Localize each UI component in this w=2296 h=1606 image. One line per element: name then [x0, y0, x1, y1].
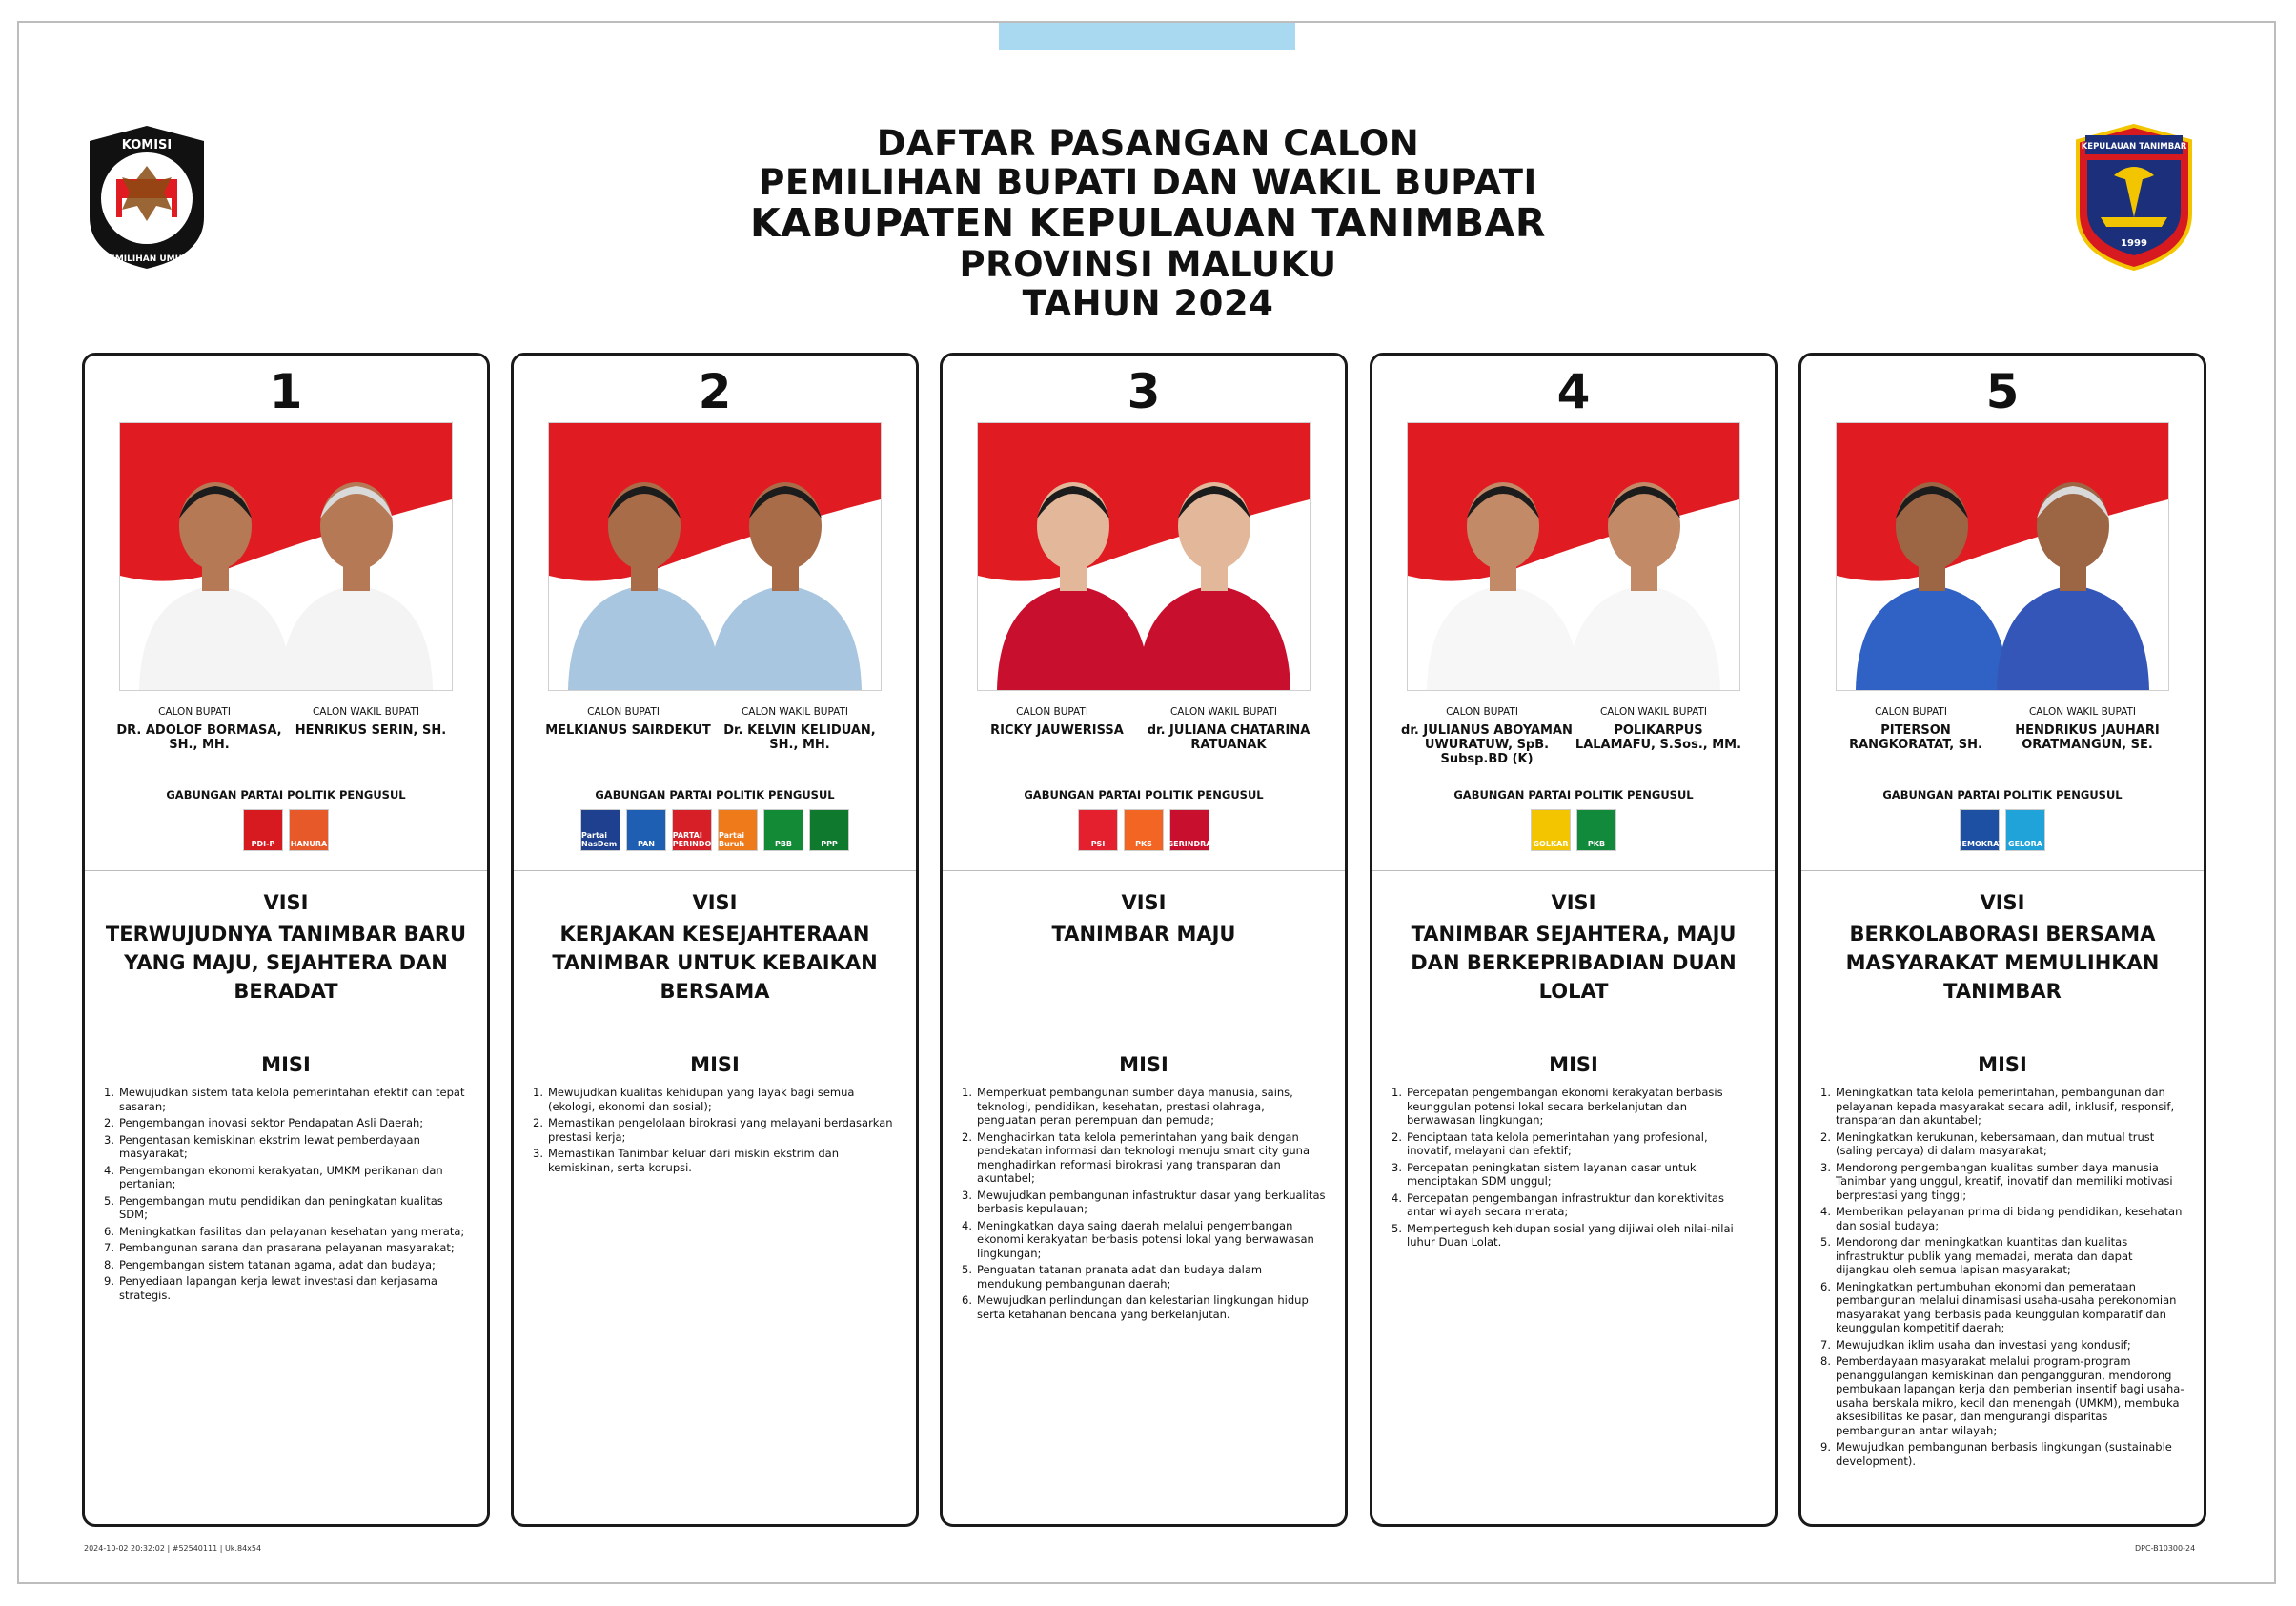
misi-item: [962, 1263, 1326, 1291]
calon-wakil-label: CALON WAKIL BUPATI: [741, 706, 849, 718]
calon-bupati-label: CALON BUPATI: [158, 706, 231, 718]
calon-bupati-label: CALON BUPATI: [1875, 706, 1947, 718]
calon-bupati-label: CALON BUPATI: [1446, 706, 1518, 718]
misi-number: 8.: [104, 1257, 114, 1271]
gabungan-label: GABUNGAN PARTAI POLITIK PENGUSUL: [1882, 788, 2123, 802]
misi-number: 5.: [104, 1193, 114, 1208]
party-logo: PBB: [763, 809, 803, 851]
header-line-2: PEMILIHAN BUPATI DAN WAKIL BUPATI: [759, 162, 1537, 203]
calon-bupati-name: PITERSON RANGKORATAT, SH.: [1849, 723, 1982, 752]
misi-item: [1392, 1191, 1756, 1219]
candidate-number: 4: [1556, 364, 1591, 419]
misi-text: Mewujudkan perlindungan dan kelestarian lingkungan hidup serta ketahanan bencana yang berkelanjutan.: [977, 1293, 1309, 1321]
misi-number: 1.: [1392, 1086, 1402, 1099]
misi-text: Meningkatkan tata kelola pemerintahan, pembangunan dan pelayanan kepada masyarakat secara adil, inklusif, responsif, transparan dan akuntabel;: [1836, 1086, 2175, 1127]
misi-text: Mendorong dan meningkatkan kuantitas dan kualitas infrastruktur publik yang memadai, merata dan dapat dijangkau oleh semua lapisan masyarakat;: [1836, 1235, 2133, 1276]
visi-text: BERKOLABORASI BERSAMA MASYARAKAT MEMULIHKAN TANIMBAR: [1845, 923, 2160, 1003]
misi-number: 8.: [1820, 1354, 1831, 1368]
misi-item: [1392, 1161, 1756, 1189]
visi-text: TANIMBAR SEJAHTERA, MAJU DAN BERKEPRIBADIAN DUAN LOLAT: [1411, 923, 1737, 1003]
header-line-1: DAFTAR PASANGAN CALON: [876, 123, 1420, 164]
misi-number: 6.: [1820, 1279, 1831, 1293]
misi-item: [1820, 1205, 2184, 1232]
misi-item: [1820, 1130, 2184, 1158]
photo-illustration: [120, 423, 452, 690]
misi-text: Meningkatkan daya saing daerah melalui pengembangan ekonomi kerakyatan berbasis potensi lokal yang berwawasan lingkungan;: [977, 1218, 1314, 1260]
candidate-number: 5: [1985, 364, 2020, 419]
misi-text: Penguatan tatanan pranata adat dan budaya dalam mendukung pembangunan daerah;: [977, 1263, 1263, 1291]
card-divider: [1372, 870, 1775, 871]
card-divider: [514, 870, 916, 871]
misi-number: 4.: [962, 1218, 972, 1232]
photo-illustration: [1408, 423, 1739, 690]
misi-number: 7.: [104, 1241, 114, 1254]
calon-wakil-name: HENRIKUS SERIN, SH.: [295, 723, 447, 738]
candidate-photo: [119, 422, 453, 691]
misi-text: Memastikan pengelolaan birokrasi yang melayani berdasarkan prestasi kerja;: [548, 1116, 893, 1144]
calon-wakil-label: CALON WAKIL BUPATI: [2028, 706, 2137, 718]
misi-text: Percepatan pengembangan ekonomi kerakyatan berbasis keunggulan potensi lokal secara berkelanjutan dan berwawasan lingkungan;: [1407, 1086, 1723, 1127]
misi-text: Pemberdayaan masyarakat melalui program-program penanggulangan kemiskinan dan pengangguran, mendorong pembukaan lapangan kerja dan pemberian insentif bagi usaha-usaha berskala mikro, kecil dan menengah (UMKM), membuka aksesibilitas ke pasar, dan mengurangi disparitas pembangunan antar wilayah;: [1836, 1354, 2184, 1437]
card-divider: [85, 870, 487, 871]
candidate-photo: [1836, 422, 2169, 691]
footer-right: DPC-B10300-24: [2135, 1544, 2196, 1553]
party-logos: [1372, 809, 1775, 851]
misi-number: 9.: [1820, 1440, 1831, 1454]
calon-bupati-name: DR. ADOLOF BORMASA, SH., MH.: [116, 723, 282, 752]
misi-number: 3.: [1392, 1160, 1402, 1174]
misi-item: [533, 1086, 897, 1113]
top-color-bar: [999, 23, 1295, 50]
party-logo: HANURA: [289, 809, 329, 851]
visi-heading: VISI: [263, 891, 309, 914]
calon-wakil-label: CALON WAKIL BUPATI: [1169, 706, 1278, 718]
misi-item: [1820, 1440, 2184, 1468]
misi-number: 4.: [1392, 1190, 1402, 1205]
gabungan-label: GABUNGAN PARTAI POLITIK PENGUSUL: [1453, 788, 1694, 802]
party-logos: [1801, 809, 2204, 851]
misi-heading: MISI: [1549, 1053, 1598, 1076]
kpu-logo-text-bottom: PEMILIHAN UMUM: [103, 254, 191, 264]
party-logo: PKB: [1576, 809, 1616, 851]
party-logo: PARTAI PERINDO: [672, 809, 712, 851]
candidate-photo: [1407, 422, 1740, 691]
misi-number: 1.: [533, 1086, 543, 1099]
misi-list: [104, 1086, 468, 1305]
misi-number: 4.: [1820, 1205, 1831, 1218]
misi-list: [1820, 1086, 2184, 1471]
misi-item: [1820, 1235, 2184, 1277]
misi-text: Percepatan pengembangan infrastruktur dan konektivitas antar wilayah secara merata;: [1407, 1190, 1725, 1218]
misi-text: Pengembangan mutu pendidikan dan peningkatan kualitas SDM;: [119, 1193, 443, 1221]
misi-number: 2.: [1392, 1129, 1402, 1144]
misi-item: [104, 1133, 468, 1161]
misi-text: Mewujudkan iklim usaha dan investasi yang kondusif;: [1836, 1337, 2131, 1352]
card-divider: [1801, 870, 2204, 871]
candidate-card-5: [1798, 353, 2206, 1527]
misi-number: 6.: [104, 1224, 114, 1238]
misi-heading: MISI: [690, 1053, 740, 1076]
calon-bupati-label: CALON BUPATI: [587, 706, 660, 718]
calon-wakil-name: POLIKARPUS LALAMAFU, S.Sos., MM.: [1575, 723, 1742, 752]
misi-text: Mempertegush kehidupan sosial yang dijiwai oleh nilai-nilai luhur Duan Lolat.: [1407, 1221, 1734, 1249]
party-logo: GELORA: [2005, 809, 2045, 851]
visi-heading: VISI: [692, 891, 738, 914]
misi-text: Memberikan pelayanan prima di bidang pendidikan, kesehatan dan sosial budaya;: [1836, 1205, 2183, 1232]
misi-item: [533, 1147, 897, 1174]
party-logos: [943, 809, 1345, 851]
misi-number: 2.: [1820, 1129, 1831, 1144]
photo-illustration: [978, 423, 1310, 690]
visi-heading: VISI: [1551, 891, 1596, 914]
card-divider: [943, 870, 1345, 871]
misi-text: Mendorong pengembangan kualitas sumber daya manusia Tanimbar yang unggul, kreatif, inovatif dan memiliki motivasi berprestasi yang tinggi;: [1836, 1160, 2173, 1202]
header-line-4: PROVINSI MALUKU: [959, 244, 1337, 285]
candidate-photo: [548, 422, 882, 691]
misi-item: [104, 1258, 468, 1272]
misi-number: 3.: [962, 1188, 972, 1202]
misi-item: [962, 1130, 1326, 1186]
kabupaten-logo-text: KEPULAUAN TANIMBAR: [2081, 142, 2187, 152]
candidate-number: 2: [698, 364, 732, 419]
misi-item: [962, 1189, 1326, 1216]
misi-item: [104, 1164, 468, 1191]
party-logos: [85, 809, 487, 851]
calon-bupati-name: RICKY JAUWERISSA: [990, 723, 1124, 738]
misi-number: 5.: [962, 1263, 972, 1276]
misi-item: [1820, 1161, 2184, 1203]
party-logo: Partai NasDem: [580, 809, 620, 851]
visi-heading: VISI: [1980, 891, 2025, 914]
calon-wakil-label: CALON WAKIL BUPATI: [1599, 706, 1708, 718]
calon-wakil-name: HENDRIKUS JAUHARI ORATMANGUN, SE.: [2015, 723, 2160, 752]
party-logo: PSI: [1078, 809, 1118, 851]
misi-text: Pengembangan ekonomi kerakyatan, UMKM perikanan dan pertanian;: [119, 1163, 443, 1190]
misi-heading: MISI: [1119, 1053, 1168, 1076]
visi-text: TERWUJUDNYA TANIMBAR BARU YANG MAJU, SEJAHTERA DAN BERADAT: [105, 923, 467, 1003]
visi-heading: VISI: [1121, 891, 1167, 914]
header-line-3: KABUPATEN KEPULAUAN TANIMBAR: [750, 200, 1546, 246]
misi-number: 1.: [104, 1086, 114, 1099]
party-logo: GERINDRA: [1169, 809, 1209, 851]
misi-item: [1820, 1338, 2184, 1352]
party-logo: PKS: [1124, 809, 1164, 851]
party-logo: PDI-P: [243, 809, 283, 851]
misi-number: 2.: [533, 1116, 543, 1129]
misi-item: [533, 1116, 897, 1144]
party-logo: PAN: [626, 809, 666, 851]
misi-text: Penciptaan tata kelola pemerintahan yang profesional, inovatif, melayani dan efektif;: [1407, 1129, 1708, 1157]
misi-number: 5.: [1820, 1235, 1831, 1249]
misi-item: [104, 1274, 468, 1302]
misi-text: Memperkuat pembangunan sumber daya manusia, sains, teknologi, pendidikan, kesehatan, prestasi olahraga, penguatan peran perempuan dan pemuda;: [977, 1086, 1293, 1127]
visi-text: KERJAKAN KESEJAHTERAAN TANIMBAR UNTUK KEBAIKAN BERSAMA: [552, 923, 878, 1003]
calon-wakil-name: Dr. KELVIN KELIDUAN, SH., MH.: [723, 723, 876, 752]
misi-item: [1392, 1086, 1756, 1128]
misi-text: Meningkatkan pertumbuhan ekonomi dan pemerataan pembangunan melalui dinamisasi usaha-usaha perekonomian masyarakat yang berbasis pada keunggulan komparatif dan keunggulan kompetitif daerah;: [1836, 1279, 2177, 1334]
misi-text: Mewujudkan sistem tata kelola pemerintahan efektif dan tepat sasaran;: [119, 1086, 465, 1113]
party-logos: [514, 809, 916, 851]
misi-text: Mewujudkan kualitas kehidupan yang layak bagi semua (ekologi, ekonomi dan sosial);: [548, 1086, 855, 1113]
misi-text: Pembangunan sarana dan prasarana pelayanan masyarakat;: [119, 1241, 455, 1254]
calon-bupati-name: dr. JULIANUS ABOYAMAN UWURATUW, SpB. Subsp.BD (K): [1401, 723, 1573, 766]
misi-number: 2.: [104, 1116, 114, 1129]
misi-number: 3.: [1820, 1160, 1831, 1174]
misi-number: 7.: [1820, 1337, 1831, 1352]
kpu-logo-text-top: KOMISI: [121, 138, 173, 152]
candidate-number: 1: [269, 364, 303, 419]
misi-heading: MISI: [261, 1053, 311, 1076]
misi-item: [104, 1241, 468, 1255]
calon-wakil-name: dr. JULIANA CHATARINA RATUANAK: [1147, 723, 1311, 752]
candidate-card-1: [82, 353, 490, 1527]
calon-bupati-label: CALON BUPATI: [1016, 706, 1088, 718]
gabungan-label: GABUNGAN PARTAI POLITIK PENGUSUL: [166, 788, 406, 802]
misi-item: [962, 1219, 1326, 1261]
misi-text: Memastikan Tanimbar keluar dari miskin ekstrim dan kemiskinan, serta korupsi.: [548, 1147, 839, 1174]
misi-item: [1820, 1086, 2184, 1128]
misi-list: [533, 1086, 897, 1177]
gabungan-label: GABUNGAN PARTAI POLITIK PENGUSUL: [1024, 788, 1264, 802]
misi-item: [1820, 1354, 2184, 1437]
candidate-number: 3: [1127, 364, 1161, 419]
candidate-photo: [977, 422, 1311, 691]
misi-item: [1392, 1130, 1756, 1158]
party-logo: GOLKAR: [1531, 809, 1571, 851]
footer-left: 2024-10-02 20:32:02 | #52540111 | Uk.84x54: [84, 1544, 262, 1553]
misi-list: [962, 1086, 1326, 1324]
misi-number: 5.: [1392, 1221, 1402, 1235]
gabungan-label: GABUNGAN PARTAI POLITIK PENGUSUL: [595, 788, 835, 802]
misi-number: 3.: [533, 1147, 543, 1160]
misi-text: Meningkatkan kerukunan, kebersamaan, dan mutual trust (saling percaya) di dalam masyarakat;: [1836, 1129, 2155, 1157]
party-logo: DEMOKRAT: [1960, 809, 2000, 851]
kabupaten-logo-year: 1999: [2121, 238, 2147, 249]
header-line-5: TAHUN 2024: [1022, 283, 1274, 324]
misi-text: Meningkatkan fasilitas dan pelayanan kesehatan yang merata;: [119, 1224, 465, 1238]
misi-item: [962, 1293, 1326, 1321]
misi-number: 4.: [104, 1163, 114, 1177]
calon-bupati-name: MELKIANUS SAIRDEKUT: [545, 723, 711, 738]
photo-illustration: [549, 423, 881, 690]
misi-item: [1820, 1280, 2184, 1335]
misi-text: Mewujudkan pembangunan infastruktur dasar yang berkualitas berbasis kepulauan;: [977, 1188, 1326, 1215]
misi-text: Pengembangan sistem tatanan agama, adat dan budaya;: [119, 1257, 436, 1271]
misi-list: [1392, 1086, 1756, 1252]
candidate-card-3: [940, 353, 1348, 1527]
misi-text: Pengentasan kemiskinan ekstrim lewat pemberdayaan masyarakat;: [119, 1132, 420, 1160]
misi-item: [104, 1086, 468, 1113]
misi-item: [1392, 1222, 1756, 1250]
visi-text: TANIMBAR MAJU: [1051, 923, 1236, 945]
misi-text: Mewujudkan pembangunan berbasis lingkungan (sustainable development).: [1836, 1440, 2172, 1468]
candidate-card-2: [511, 353, 919, 1527]
photo-illustration: [1837, 423, 2168, 690]
party-logo: PPP: [809, 809, 849, 851]
misi-text: Penyediaan lapangan kerja lewat investasi dan kerjasama strategis.: [119, 1274, 437, 1302]
candidate-card-4: [1370, 353, 1778, 1527]
misi-number: 6.: [962, 1293, 972, 1307]
misi-heading: MISI: [1978, 1053, 2027, 1076]
misi-item: [104, 1194, 468, 1222]
misi-number: 1.: [962, 1086, 972, 1099]
misi-text: Menghadirkan tata kelola pemerintahan yang baik dengan pendekatan informasi dan teknologi menuju smart city guna menghadirkan reformasi birokrasi yang transparan dan akuntabel;: [977, 1129, 1311, 1185]
poster-header: [0, 124, 2296, 323]
calon-wakil-label: CALON WAKIL BUPATI: [312, 706, 420, 718]
misi-item: [104, 1225, 468, 1239]
misi-text: Pengembangan inovasi sektor Pendapatan Asli Daerah;: [119, 1116, 424, 1129]
misi-number: 2.: [962, 1129, 972, 1144]
misi-number: 9.: [104, 1274, 114, 1288]
misi-text: Percepatan peningkatan sistem layanan dasar untuk menciptakan SDM unggul;: [1407, 1160, 1697, 1188]
misi-item: [104, 1116, 468, 1130]
misi-number: 3.: [104, 1132, 114, 1147]
misi-number: 1.: [1820, 1086, 1831, 1099]
party-logo: Partai Buruh: [718, 809, 758, 851]
misi-item: [962, 1086, 1326, 1128]
